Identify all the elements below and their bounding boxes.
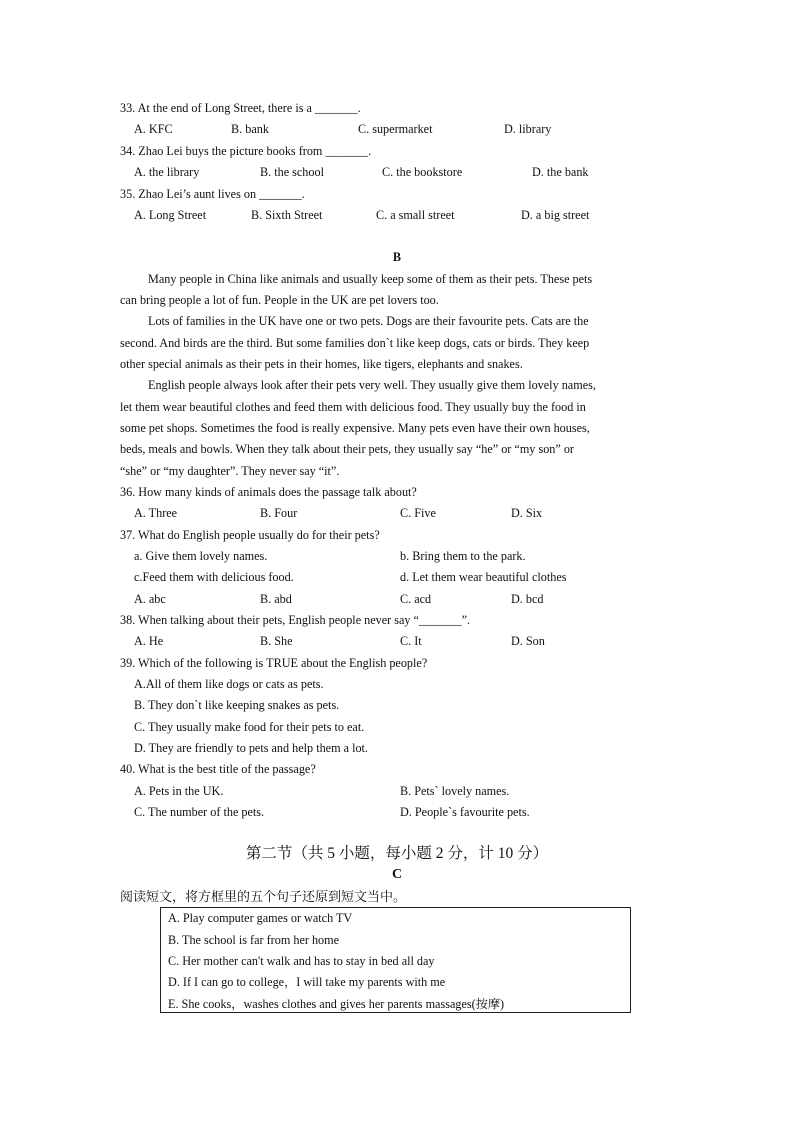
- q35-option-a: A. Long Street: [134, 208, 207, 222]
- passage-line: other special animals as their pets in their homes, like tigers, elephants and snakes.: [120, 357, 523, 371]
- section-2-instruction: 阅读短文，将方框里的五个句子还原到短文当中。: [120, 889, 407, 904]
- box-option-e: E. She cooks，washes clothes and gives her parents massages(按摩): [168, 997, 505, 1011]
- q34-option-d: D. the bank: [532, 165, 589, 179]
- q37-option-a: A. abc: [134, 592, 166, 606]
- box-option-b: B. The school is far from her home: [168, 933, 340, 947]
- q35-option-b: B. Sixth Street: [251, 208, 323, 222]
- q36-option-b: B. Four: [260, 506, 298, 520]
- passage-line: second. And birds are the third. But some families don`t like keep dogs, cats or birds. They keep: [120, 336, 590, 350]
- q40-option-b: B. Pets` lovely names.: [400, 784, 510, 798]
- section-2-heading: 第二节（共 5 小题，每小题 2 分，计 10 分）: [245, 845, 549, 862]
- q33-option-a: A. KFC: [134, 122, 173, 136]
- question-40-stem: 40. What is the best title of the passage?: [120, 762, 316, 776]
- q37-item-b: b. Bring them to the park.: [400, 549, 526, 563]
- question-34-stem: 34. Zhao Lei buys the picture books from _______.: [120, 144, 372, 158]
- question-37-stem: 37. What do English people usually do for their pets?: [120, 528, 380, 542]
- q37-item-d: d. Let them wear beautiful clothes: [400, 570, 567, 584]
- q33-option-b: B. bank: [231, 122, 269, 136]
- section-c-label: C: [391, 867, 403, 882]
- q35-option-d: D. a big street: [521, 208, 590, 222]
- q37-item-c: c.Feed them with delicious food.: [134, 570, 294, 584]
- question-35-stem: 35. Zhao Lei’s aunt lives on _______.: [120, 187, 305, 201]
- section-b-label: B: [392, 250, 402, 264]
- q40-option-d: D. People`s favourite pets.: [400, 805, 530, 819]
- q36-option-d: D. Six: [511, 506, 543, 520]
- q40-option-a: A. Pets in the UK.: [134, 784, 224, 798]
- box-option-a: A. Play computer games or watch TV: [168, 911, 353, 925]
- q34-option-b: B. the school: [260, 165, 324, 179]
- passage-line: beds, meals and bowls. When they talk about their pets, they usually say “he” or “my son” or: [120, 442, 574, 456]
- q39-option-d: D. They are friendly to pets and help them a lot.: [134, 741, 368, 755]
- q40-option-c: C. The number of the pets.: [134, 805, 265, 819]
- q38-option-b: B. She: [260, 634, 293, 648]
- q34-option-c: C. the bookstore: [382, 165, 463, 179]
- q36-option-c: C. Five: [400, 506, 436, 520]
- q38-option-d: D. Son: [511, 634, 545, 648]
- passage-line: “she” or “my daughter”. They never say “it”.: [120, 464, 340, 478]
- q37-option-d: D. bcd: [511, 592, 544, 606]
- q37-option-c: C. acd: [400, 592, 432, 606]
- passage-line: English people always look after their pets very well. They usually give them lovely names,: [148, 378, 596, 392]
- q39-option-a: A.All of them like dogs or cats as pets.: [134, 677, 324, 691]
- q39-option-b: B. They don`t like keeping snakes as pets.: [134, 698, 340, 712]
- q37-option-b: B. abd: [260, 592, 292, 606]
- q36-option-a: A. Three: [134, 506, 178, 520]
- passage-line: Lots of families in the UK have one or two pets. Dogs are their favourite pets. Cats are the: [148, 314, 589, 328]
- q35-option-c: C. a small street: [376, 208, 455, 222]
- q37-item-a: a. Give them lovely names.: [134, 549, 268, 563]
- question-38-stem: 38. When talking about their pets, English people never say “_______”.: [120, 613, 471, 627]
- q39-option-c: C. They usually make food for their pets to eat.: [134, 720, 365, 734]
- box-option-d: D. If I can go to college，I will take my parents with me: [168, 975, 446, 989]
- q33-option-c: C. supermarket: [358, 122, 433, 136]
- q38-option-a: A. He: [134, 634, 164, 648]
- question-36-stem: 36. How many kinds of animals does the passage talk about?: [120, 485, 417, 499]
- q34-option-a: A. the library: [134, 165, 200, 179]
- passage-line: some pet shops. Sometimes the food is really expensive. Many pets even have their own houses,: [120, 421, 590, 435]
- question-39-stem: 39. Which of the following is TRUE about the English people?: [120, 656, 428, 670]
- passage-line: can bring people a lot of fun. People in the UK are pet lovers too.: [120, 293, 439, 307]
- q33-option-d: D. library: [504, 122, 552, 136]
- passage-line: let them wear beautiful clothes and feed them with delicious food. They usually buy the food in: [120, 400, 586, 414]
- passage-line: Many people in China like animals and usually keep some of them as their pets. These pets: [148, 272, 593, 286]
- box-option-c: C. Her mother can't walk and has to stay in bed all day: [168, 954, 435, 968]
- q38-option-c: C. It: [400, 634, 422, 648]
- question-33-stem: 33. At the end of Long Street, there is a _______.: [120, 101, 361, 115]
